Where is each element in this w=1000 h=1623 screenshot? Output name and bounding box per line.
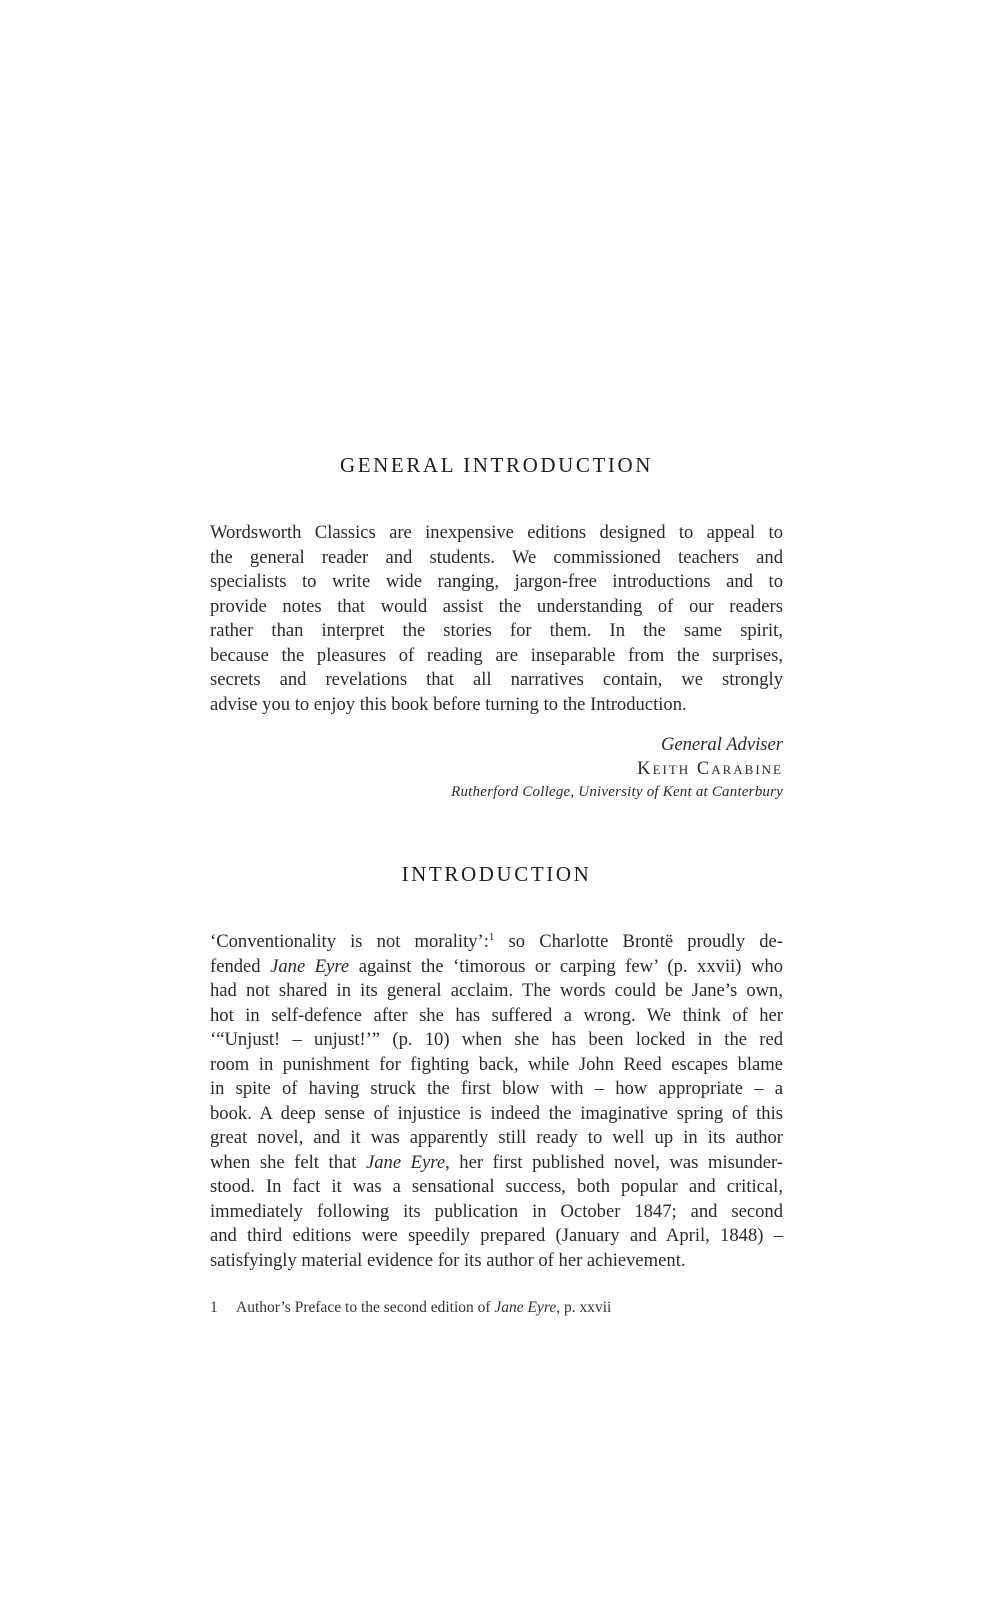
- footnote-number: 1: [210, 1299, 218, 1316]
- footnote-text: Author’s Preface to the second edition of: [236, 1299, 491, 1316]
- footnote-book-title: Jane Eyre: [494, 1299, 557, 1316]
- paragraph-line: had not shared in its general acclaim. The words could be Jane’s own,: [210, 980, 783, 1001]
- paragraph-line: room in punishment for fighting back, while John Reed escapes blame: [210, 1053, 783, 1075]
- paragraph-line: and third editions were speedily prepared (January and April, 1848) –: [210, 1225, 783, 1246]
- book-title: Jane Eyre: [270, 955, 350, 977]
- paragraph-line: satisfyingly material evidence for its author of her achievement.: [210, 1249, 686, 1271]
- footnote: [210, 1299, 783, 1317]
- footnote-reference: 1: [488, 930, 495, 943]
- paragraph-line: book. A deep sense of injustice is indeed the imaginative spring of this: [210, 1102, 783, 1124]
- paragraph-line: specialists to write wide ranging, jargon-free introductions and to: [210, 571, 783, 592]
- paragraph-line: hot in self-defence after she has suffered a wrong. We think of her: [210, 1004, 783, 1026]
- signature-name: Keith Carabine: [637, 758, 783, 779]
- general-introduction-paragraph: [210, 521, 783, 717]
- paragraph-line: rather than interpret the stories for them. In the same spirit,: [210, 620, 783, 641]
- paragraph-text: against the ‘timorous or carping few’ (p. xxvii) who: [358, 955, 784, 977]
- book-title: Jane Eyre: [366, 1151, 446, 1173]
- paragraph-line: because the pleasures of reading are inseparable from the surprises,: [210, 644, 783, 666]
- paragraph-text: fended: [210, 955, 261, 977]
- paragraph-text: , her first published novel, was misunder-: [445, 1151, 783, 1173]
- paragraph-line: immediately following its publication in October 1847; and second: [210, 1200, 783, 1222]
- paragraph-line: secrets and revelations that all narratives contain, we strongly: [210, 669, 783, 690]
- paragraph-text: so Charlotte Brontë proudly de-: [494, 931, 783, 952]
- paragraph-line: [210, 955, 783, 980]
- paragraph-text: when she felt that: [210, 1151, 357, 1173]
- signature-role: General Adviser: [660, 734, 783, 755]
- introduction-paragraph: [210, 930, 783, 1273]
- paragraph-line: the general reader and students. We commissioned teachers and: [210, 546, 783, 568]
- paragraph-line: [210, 930, 783, 955]
- general-introduction-heading: GENERAL INTRODUCTION: [339, 453, 654, 477]
- paragraph-line: ‘“Unjust! – unjust!’” (p. 10) when she has been locked in the red: [210, 1029, 783, 1050]
- paragraph-text: ‘Conventionality is not morality’:: [210, 931, 489, 952]
- signature-affiliation: Rutherford College, University of Kent at Canterbury: [451, 784, 783, 800]
- paragraph-line: stood. In fact it was a sensational success, both popular and critical,: [210, 1176, 783, 1197]
- paragraph-line: Wordsworth Classics are inexpensive editions designed to appeal to: [210, 522, 783, 543]
- paragraph-line: advise you to enjoy this book before turning to the Introduction.: [210, 693, 687, 715]
- footnote-page-ref: , p. xxvii: [556, 1299, 612, 1316]
- paragraph-line: great novel, and it was apparently still ready to well up in its author: [210, 1127, 783, 1148]
- paragraph-line: provide notes that would assist the understanding of our readers: [210, 595, 783, 617]
- paragraph-line: [210, 1151, 783, 1176]
- paragraph-line: in spite of having struck the first blow with – how appropriate – a: [210, 1078, 783, 1099]
- introduction-heading: INTRODUCTION: [401, 862, 592, 886]
